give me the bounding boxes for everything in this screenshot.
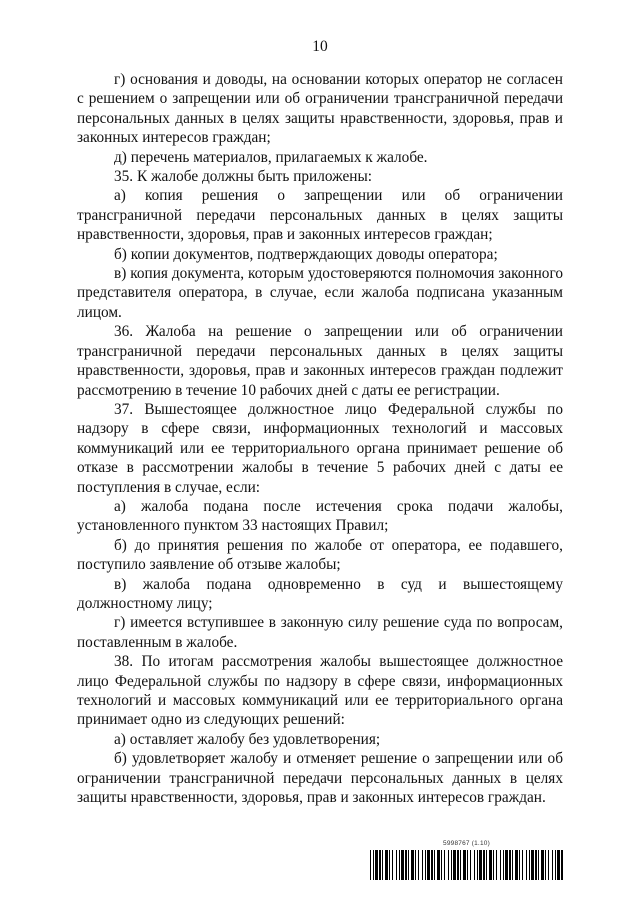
paragraph-38b: б) удовлетворяет жалобу и отменяет решение о запрещении или об ограничении трансграничной передачи персональных данных в целях защиты нравственности, здоровья, прав и законных интересов граждан. [77,750,563,807]
document-body [77,70,563,807]
barcode-block [370,840,563,882]
paragraph-38a: а) оставляет жалобу без удовлетворения; [114,730,381,748]
paragraph-4d: д) перечень материалов, прилагаемых к жалобе. [114,148,428,166]
paragraph-37: 37. Вышестоящее должностное лицо Федеральной службы по надзору в сфере связи, информационных технологий и массовых коммуникаций или ее территориального органа принимает решение об отказе в рассмотрении жалобы в течение 5 рабочих дней с даты ее поступления в случае, если: [77,400,563,496]
paragraph-4g: г) основания и доводы, на основании которых оператор не согласен с решением о запрещении или об ограничении трансграничной передачи персональных данных в целях защиты нравственности, здоровья, прав и законных интересов граждан; [77,71,563,147]
paragraph-37b: б) до принятия решения по жалобе от оператора, ее подавшего, поступило заявление об отзыве жалобы; [77,536,563,574]
page-number: 10 [312,38,328,55]
barcode-caption: 5998767 (1.10) [443,840,490,847]
paragraph-35b: б) копии документов, подтверждающих доводы оператора; [114,245,498,263]
barcode-icon [370,850,563,880]
paragraph-37v: в) жалоба подана одновременно в суд и вышестоящему должностному лицу; [77,575,563,612]
paragraph-35: 35. К жалобе должны быть приложены: [114,168,373,186]
paragraph-37a: а) жалоба подана после истечения срока подачи жалобы, установленного пунктом 33 настоящих Правил; [77,497,563,535]
paragraph-35v: в) копия документа, которым удостоверяются полномочия законного представителя оператора, в случае, если жалоба подписана указанным лицом. [77,265,563,321]
paragraph-35a: а) копия решения о запрещении или об ограничении трансграничной передачи персональных данных в целях защиты нравственности, здоровья, прав и законных интересов граждан; [77,187,563,244]
paragraph-37g: г) имеется вступившее в законную силу решение суда по вопросам, поставленным в жалобе. [77,614,563,651]
paragraph-38: 38. По итогам рассмотрения жалобы вышестоящее должностное лицо Федеральной службы по надзору в сфере связи, информационных технологий и массовых коммуникаций или ее территориального органа принимает одно из следующих решений: [77,653,563,729]
paragraph-36: 36. Жалоба на решение о запрещении или об ограничении трансграничной передачи персональных данных в целях защиты нравственности, здоровья, прав и законных интересов граждан подлежит рассмотрению в течение 10 рабочих дней с даты ее регистрации. [77,323,563,399]
